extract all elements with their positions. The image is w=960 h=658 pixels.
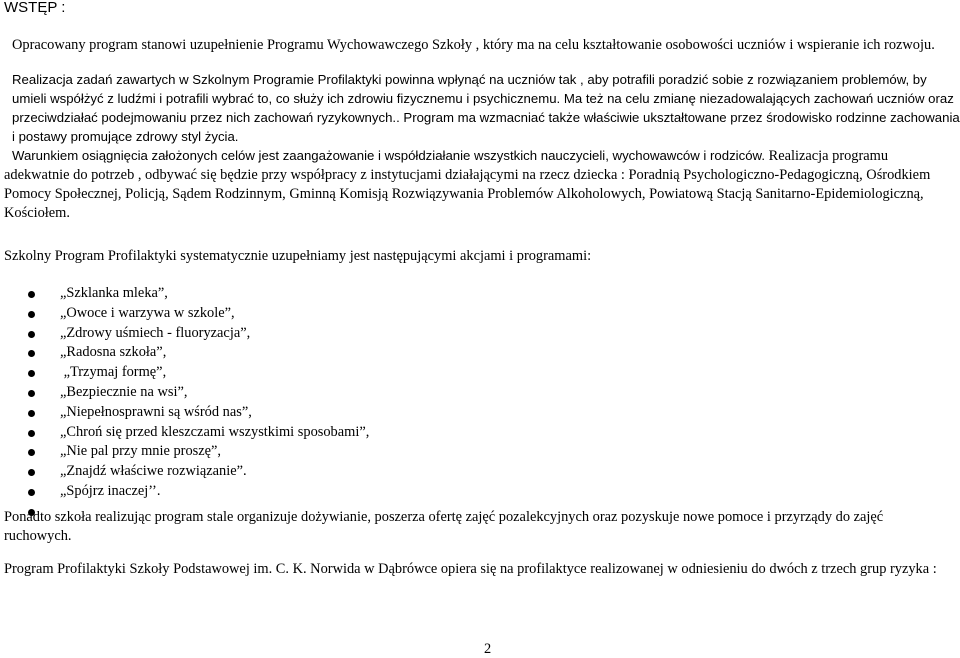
list-item: „Bezpiecznie na wsi”, [0,383,369,403]
list-item: „Zdrowy uśmiech - fluoryzacja”, [0,324,369,344]
programs-intro: Szkolny Program Profilaktyki systematycznie uzupełniamy jest następującymi akcjami i programami: [4,248,592,264]
realizacja-programu-text: Realizacja programu adekwatnie do potrzeb , odbywać się będzie przy współpracy z instytucjami działającymi na rzecz dziecka : Poradnią Psychologiczno-Pedagogiczną, Ośrodkiem Pomocy Społecznej, Policją, Sądem Rodzinnym, Gminną Komisją Rozwiązywania Problemów Alkoholowych, Powiatową Stacją Sanitarno-Epidemiologiczną, Kościołem. [4,148,931,221]
cooperation-paragraph [4,146,954,223]
warunkiem-text: Warunkiem osiągnięcia założonych celów jest zaangażowanie i współdziałanie wszystkich nauczycieli, wychowawców i rodziców. [12,148,765,163]
list-item: „Radosna szkoła”, [0,343,369,363]
list-item: „Chroń się przed kleszczami wszystkimi sposobami”, [0,423,369,443]
bullet-icon [28,390,35,397]
programs-list [0,284,369,522]
bullet-icon [28,331,35,338]
bullet-icon [28,489,35,496]
list-item: „Szklanka mleka”, [0,284,369,304]
list-item: „Owoce i warzywa w szkole”, [0,304,369,324]
ponadto-paragraph: Ponadto szkoła realizując program stale organizuje dożywianie, poszerza ofertę zajęć pozalekcyjnych oraz pozyskuje nowe pomoce i przyrządy do zajęć ruchowych. [4,509,884,544]
section-heading: WSTĘP : [4,0,66,16]
list-item: „Znajdź właściwe rozwiązanie”. [0,462,369,482]
bullet-icon [28,469,35,476]
bullet-icon [28,291,35,298]
bullet-icon [28,311,35,318]
page-number: 2 [484,641,492,657]
closing-paragraph: Program Profilaktyki Szkoły Podstawowej im. C. K. Norwida w Dąbrówce opiera się na profilaktyce realizowanej w odniesieniu do dwóch z trzech grup ryzyka : [4,561,937,577]
intro-paragraph [4,36,960,55]
bullet-icon [28,370,35,377]
list-item: „Trzymaj formę”, [0,363,369,383]
bullet-icon [28,350,35,357]
intro-line: Opracowany program stanowi uzupełnienie Programu Wychowawczego Szkoły , który ma na celu kształtowanie osobowości uczniów i wspieranie ich rozwoju. [12,37,935,53]
list-item: „Spójrz inaczej’’. [0,482,369,502]
list-item: „Niepełnosprawni są wśród nas”, [0,403,369,423]
bullet-icon [28,430,35,437]
bullet-icon [28,410,35,417]
realizacja-paragraph: Realizacja zadań zawartych w Szkolnym Programie Profilaktyki powinna wpłynąć na uczniów tak , aby potrafili poradzić sobie z rozwiązaniem problemów, by umieli współżyć z ludźmi i potrafili wybrać to, co służy ich zdrowiu fizycznemu i psychicznemu. Ma też na celu zmianę niezadowalających zachowań uczniów oraz przeciwdziałać podejmowaniu przez nich zachowań ryzykownych.. Program ma wzmacniać także właściwie ukształtowane przez środowisko rodzinne zachowania i postawy promujące zdrowy styl życia. [12,72,960,144]
list-item: „Nie pal przy mnie proszę”, [0,442,369,462]
bullet-icon [28,449,35,456]
